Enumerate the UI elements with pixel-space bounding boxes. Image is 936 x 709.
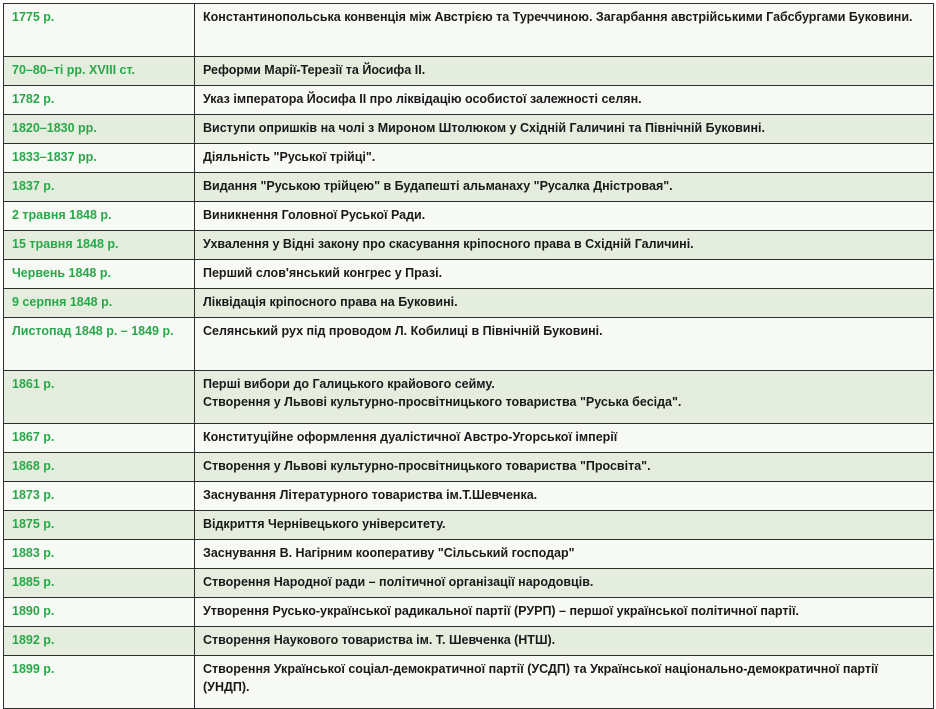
event-text: Селянський рух під проводом Л. Кобилиці в Північній Буковині. — [203, 324, 603, 338]
event-text: Виступи опришків на чолі з Мироном Штолюком у Східній Галичині та Північній Буковині. — [203, 121, 765, 135]
date-cell: 1890 р. — [4, 598, 195, 627]
date-cell: 1861 р. — [4, 371, 195, 424]
date-cell: 1899 р. — [4, 656, 195, 709]
table-row — [4, 115, 934, 144]
table-row — [4, 173, 934, 202]
timeline-body — [4, 4, 934, 709]
event-text: Створення Народної ради – політичної організації народовців. — [203, 575, 594, 589]
date-cell: 15 травня 1848 р. — [4, 231, 195, 260]
table-row — [4, 453, 934, 482]
table-row — [4, 540, 934, 569]
event-text: Указ імператора Йосифа ІІ про ліквідацію особистої залежності селян. — [203, 92, 642, 106]
table-row — [4, 86, 934, 115]
table-row — [4, 289, 934, 318]
event-text: Реформи Марії-Терезії та Йосифа ІІ. — [203, 63, 426, 77]
event-cell — [195, 231, 934, 260]
table-row — [4, 231, 934, 260]
table-row — [4, 371, 934, 424]
date-cell: 1892 р. — [4, 627, 195, 656]
event-cell — [195, 202, 934, 231]
event-text: Створення Української соціал-демократичної партії (УСДП) та Української національно-демократичної партії (УНДП). — [203, 662, 878, 694]
event-cell — [195, 318, 934, 371]
event-cell — [195, 569, 934, 598]
date-cell: Червень 1848 р. — [4, 260, 195, 289]
date-cell: 1875 р. — [4, 511, 195, 540]
table-row — [4, 4, 934, 57]
date-cell: 1868 р. — [4, 453, 195, 482]
event-cell — [195, 86, 934, 115]
event-cell — [195, 598, 934, 627]
event-cell — [195, 656, 934, 709]
event-text: Ухвалення у Відні закону про скасування кріпосного права в Східній Галичині. — [203, 237, 694, 251]
event-text: Виникнення Головної Руської Ради. — [203, 208, 426, 222]
date-cell: 1820–1830 рр. — [4, 115, 195, 144]
table-row — [4, 627, 934, 656]
event-cell — [195, 453, 934, 482]
table-row — [4, 482, 934, 511]
date-cell: 1833–1837 рр. — [4, 144, 195, 173]
event-cell — [195, 424, 934, 453]
date-cell: Листопад 1848 р. – 1849 р. — [4, 318, 195, 371]
event-cell — [195, 289, 934, 318]
table-row — [4, 318, 934, 371]
table-row — [4, 511, 934, 540]
table-row — [4, 202, 934, 231]
event-text: Константинопольська конвенція між Австрією та Туреччиною. Загарбання австрійськими Габсбургами Буковини. — [203, 10, 913, 24]
event-text: Конституційне оформлення дуалістичної Австро-Угорської імперії — [203, 430, 618, 444]
event-cell — [195, 540, 934, 569]
date-cell: 70–80–ті рр. XVIII ст. — [4, 57, 195, 86]
event-text: Відкриття Чернівецького університету. — [203, 517, 446, 531]
timeline-table — [3, 3, 934, 709]
date-cell: 1885 р. — [4, 569, 195, 598]
event-text: Заснування В. Нагірним кооперативу "Сільський господар" — [203, 546, 575, 560]
date-cell: 9 серпня 1848 р. — [4, 289, 195, 318]
table-row — [4, 144, 934, 173]
event-cell — [195, 4, 934, 57]
date-cell: 1837 р. — [4, 173, 195, 202]
table-row — [4, 598, 934, 627]
event-text: Створення Наукового товариства ім. Т. Шевченка (НТШ). — [203, 633, 556, 647]
table-row — [4, 57, 934, 86]
event-cell — [195, 115, 934, 144]
event-cell — [195, 371, 934, 424]
event-cell — [195, 173, 934, 202]
date-cell: 1775 р. — [4, 4, 195, 57]
table-row — [4, 424, 934, 453]
date-cell: 1782 р. — [4, 86, 195, 115]
event-cell — [195, 482, 934, 511]
event-text: Діяльність "Руської трійці". — [203, 150, 376, 164]
event-text: Видання "Руською трійцею" в Будапешті альманаху "Русалка Дністровая". — [203, 179, 673, 193]
event-cell — [195, 57, 934, 86]
event-cell — [195, 627, 934, 656]
event-text: Ліквідація кріпосного права на Буковині. — [203, 295, 458, 309]
event-text: Перші вибори до Галицького крайового сейму. — [203, 377, 495, 391]
date-cell: 1883 р. — [4, 540, 195, 569]
event-text: Створення у Львові культурно-просвітницького товариства "Руська бесіда". — [203, 395, 682, 409]
table-row — [4, 569, 934, 598]
event-cell — [195, 511, 934, 540]
date-cell: 1867 р. — [4, 424, 195, 453]
event-text: Заснування Літературного товариства ім.Т.Шевченка. — [203, 488, 538, 502]
date-cell: 2 травня 1848 р. — [4, 202, 195, 231]
table-row — [4, 260, 934, 289]
event-text: Створення у Львові культурно-просвітницького товариства "Просвіта". — [203, 459, 651, 473]
date-cell: 1873 р. — [4, 482, 195, 511]
event-text: Перший слов'янський конгрес у Празі. — [203, 266, 443, 280]
table-row — [4, 656, 934, 709]
event-text: Утворення Русько-української радикальної партії (РУРП) – першої української політичної партії. — [203, 604, 799, 618]
event-cell — [195, 260, 934, 289]
event-cell — [195, 144, 934, 173]
